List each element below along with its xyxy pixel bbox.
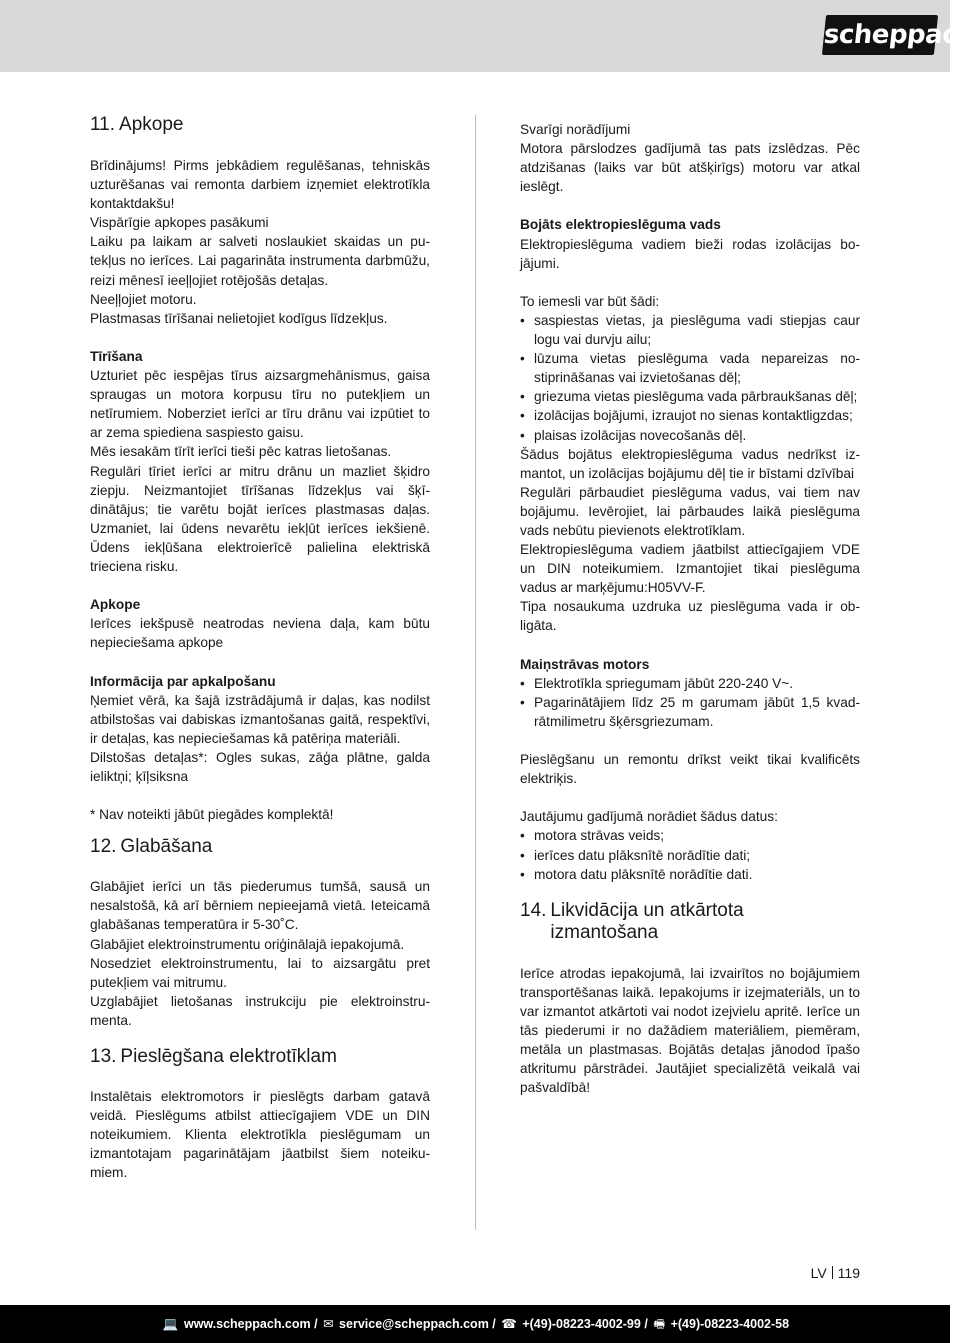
causes-list: [520, 311, 860, 445]
page-language: LV: [810, 1265, 827, 1281]
list-item: • griezuma vietas pieslēguma vada pārbraukšanas dēļ;: [520, 389, 858, 405]
left-column: [90, 114, 430, 1183]
paragraph: Šādus bojātus elektropieslēguma vadus nedrīkst izmantot, un izolācijas bojājumu dēļ tie ir bīstami dzīvībai: [520, 446, 860, 481]
column-divider: [475, 115, 476, 1230]
footnote: * Nav noteikti jābūt piegādes komplektā!: [90, 807, 334, 823]
paragraph: Uzglabājiet lietošanas instrukciju pie elektroinstrumenta.: [90, 993, 430, 1028]
ac-list: [520, 674, 860, 731]
paragraph: Ierīce atrodas iepakojumā, lai izvairītos no bojājumiem transportēšanas laikā. Iepakojums ir izejmateriāls, un to var izmantot atkārtoti vai nodot izejvielu apritē. Ierīce un tās piederumi ir no dažādiem materiāliem, piemēram, metāla un plastmasas. Bojātās detaļas jānodod īpašo atkritumu pārstrādei. Jautājiet specializētā veikalā vai pašvaldībā!: [520, 965, 860, 1096]
page-number: [811, 1265, 860, 1281]
paragraph: Vispārīgie apkopes pasākumi: [90, 215, 269, 231]
subheading-service-info: Informācija par apkalpošanu: [90, 673, 276, 689]
list-item: • izolācijas bojājumi, izraujot no sienas kontaktligzdas;: [520, 408, 853, 424]
section-11-heading: [90, 114, 430, 136]
questions-list: [520, 826, 860, 883]
paragraph: Dilstošas detaļas*: Ogles sukas, zāģa plātne, galda ieliktņi; ķīļsiksna: [90, 749, 430, 784]
section-title: Glabāšana: [120, 836, 213, 858]
paragraph: Motora pārslodzes gadījumā tas pats izslēdzas. Pēc atdzišanas (laiks var būt atšķirīgs) motoru var atkal ieslēgt.: [520, 141, 860, 195]
section-number: 11.: [90, 114, 116, 135]
subheading-maintenance: Apkope: [90, 597, 141, 613]
warning-paragraph: Brīdinājums! Pirms jebkādiem regulēšanas, tehniskās uzturēšanas vai remonta darbiem izņemiet elektrotīkla kontaktdakšu!: [90, 158, 430, 212]
website-link[interactable]: www.scheppach.com: [183, 1317, 311, 1331]
paragraph: Elektropieslēguma vadiem bieži rodas izolācijas bojājumi.: [520, 236, 860, 271]
subheading-cleaning: Tīrīšana: [90, 348, 143, 364]
computer-icon: 💻: [162, 1317, 179, 1331]
paragraph: Glabājiet elektroinstrumentu oriģinālajā iepakojumā.: [90, 936, 405, 952]
paragraph: Mēs iesakām tīrīt ierīci tieši pēc katras lietošanas.: [90, 444, 392, 460]
subheading-ac-motor: Maiņstrāvas motors: [520, 656, 650, 672]
page-number-value: 119: [837, 1265, 860, 1281]
list-item: • Elektrotīkla spriegumam jābūt 220-240 V~.: [520, 675, 794, 691]
paragraph: To iemesli var būt šādi:: [520, 293, 660, 309]
subheading-damaged-cable: Bojāts elektropieslēguma vads: [520, 217, 721, 233]
section-title: Apkope: [119, 114, 184, 135]
paragraph: Glabājiet ierīci un tās piederumus tumšā, sausā un nesalstošā, kā arī bērniem nepieejamā vietā. Ieteicamā glabāšanas temperatūra ir 5-30˚C.: [90, 879, 430, 933]
list-item: • motora datu plāksnītē norādītie dati.: [520, 866, 753, 882]
section-number: 12.: [90, 836, 117, 858]
section-12-heading: [90, 836, 430, 858]
paragraph: Instalētais elektromotors ir pieslēgts darbam gatavā veidā. Pieslēgums atbilst attiecīgajiem VDE un DIN noteikumiem. Klienta elektrotīkla pieslēgumam un izmantotajam pagarinātājam jāatbilst šiem noteikumiem.: [90, 1089, 430, 1181]
header-bar: [0, 0, 977, 72]
phone-number: +(49)-08223-4002-99: [522, 1317, 641, 1331]
right-column: [520, 120, 860, 1097]
section-number: 14.: [520, 899, 547, 921]
section-title: Pieslēgšana elektrotīklam: [120, 1046, 337, 1068]
paragraph: Ņemiet vērā, ka šajā izstrādājumā ir daļas, kas nodilst atbilstošas vai dabiskas izmantošanas gaitā, respektīvi, ir detaļas, kas nepieciešamas kā patēriņa materiāli.: [90, 692, 430, 746]
section-13-heading: [90, 1046, 430, 1068]
section-14-heading: [520, 900, 860, 944]
email-link[interactable]: service@scheppach.com: [339, 1317, 489, 1331]
paragraph: Laiku pa laikam ar salveti noslaukiet skaidas un putekļus no ierīces. Lai pagarināta instrumenta darbmūžu, reizi mēnesī ieeļļojiet rotējošās detaļas.: [90, 234, 430, 288]
list-item: • lūzuma vietas pieslēguma vada nepareizas nostiprināšanas vai izvietošanas dēļ;: [520, 351, 860, 386]
section-number: 13.: [90, 1046, 117, 1068]
paragraph: Plastmasas tīrīšanai nelietojiet kodīgus līdzekļus.: [90, 310, 388, 326]
brand-logo: scheppach: [822, 15, 938, 55]
paragraph: Uzturiet pēc iespējas tīrus aizsargmehānismus, gaisa spraugas un motora korpusu tīru no putekļiem un netīrumiem. Noberziet ierīci ar tīru drānu vai izpūtiet to ar zema spiediena saspiesto gaisu.: [90, 368, 430, 441]
paragraph: Regulāri pārbaudiet pieslēguma vadus, vai tiem nav bojājumu. Ievērojiet, lai pārbaudes laikā pieslēguma vads nebūtu pievienots elektrotīklam.: [520, 484, 860, 538]
list-item: • ierīces datu plāksnītē norādītie dati;: [520, 847, 751, 863]
fax-icon: 🖷: [653, 1317, 666, 1331]
paragraph: Jautājumu gadījumā norādiet šādus datus:: [520, 809, 778, 825]
paragraph: Tipa nosaukuma uzdruka uz pieslēguma vada ir obligāta.: [520, 599, 860, 634]
list-item: • motora strāvas veids;: [520, 828, 665, 844]
paragraph: Nosedziet elektroinstrumentu, lai to aizsargātu pret putekļiem vai mitrumu.: [90, 955, 430, 990]
paragraph: Regulāri tīriet ierīci ar mitru drānu un mazliet šķidro ziepju. Neizmantojiet tīrīšanas līdzekļus vai šķīdinātājus; tie varētu bojāt ierīces plastmasas daļas. Uzmaniet, lai ūdens nevarētu iekļūt ierīces iekšienē. Ūdens iekļūšana elektroierīcē palielina elektriskā trieciena risku.: [90, 463, 430, 574]
list-item: • plaisas izolācijas novecošanās dēļ.: [520, 427, 747, 443]
fax-number: +(49)-08223-4002-58: [670, 1317, 790, 1331]
phone-icon: ☎: [501, 1317, 517, 1331]
paragraph: Neeļļojiet motoru.: [90, 291, 197, 307]
list-item: • saspiestas vietas, ja pieslēguma vadi stiepjas caur logu vai durvju ailu;: [520, 312, 860, 348]
list-item: • Pagarinātājiem līdz 25 m garumam jābūt 1,5 kvadrātmilimetru šķērsgriezumam.: [520, 694, 860, 729]
paragraph: Elektropieslēguma vadiem jāatbilst attiecīgajiem VDE un DIN noteikumiem. Izmantojiet tikai pieslēguma vadus ar marķējumu:H05VV-F.: [520, 542, 860, 596]
footer-bar: 💻 www.scheppach.com / ✉ service@scheppach.com / ☎ +(49)-08223-4002-99 / 🖷 +(49)-08223-4002-58: [0, 1305, 950, 1343]
paragraph: Pieslēgšanu un remontu drīkst veikt tikai kvalificēts elektriķis.: [520, 752, 860, 787]
paragraph: Ierīces iekšpusē neatrodas neviena daļa, kam būtu nepieciešama apkope: [90, 616, 430, 651]
section-title: Likvidācija un atkārtota izmantošana: [550, 899, 744, 943]
email-icon: ✉: [323, 1317, 334, 1331]
paragraph: Svarīgi norādījumi: [520, 122, 631, 137]
